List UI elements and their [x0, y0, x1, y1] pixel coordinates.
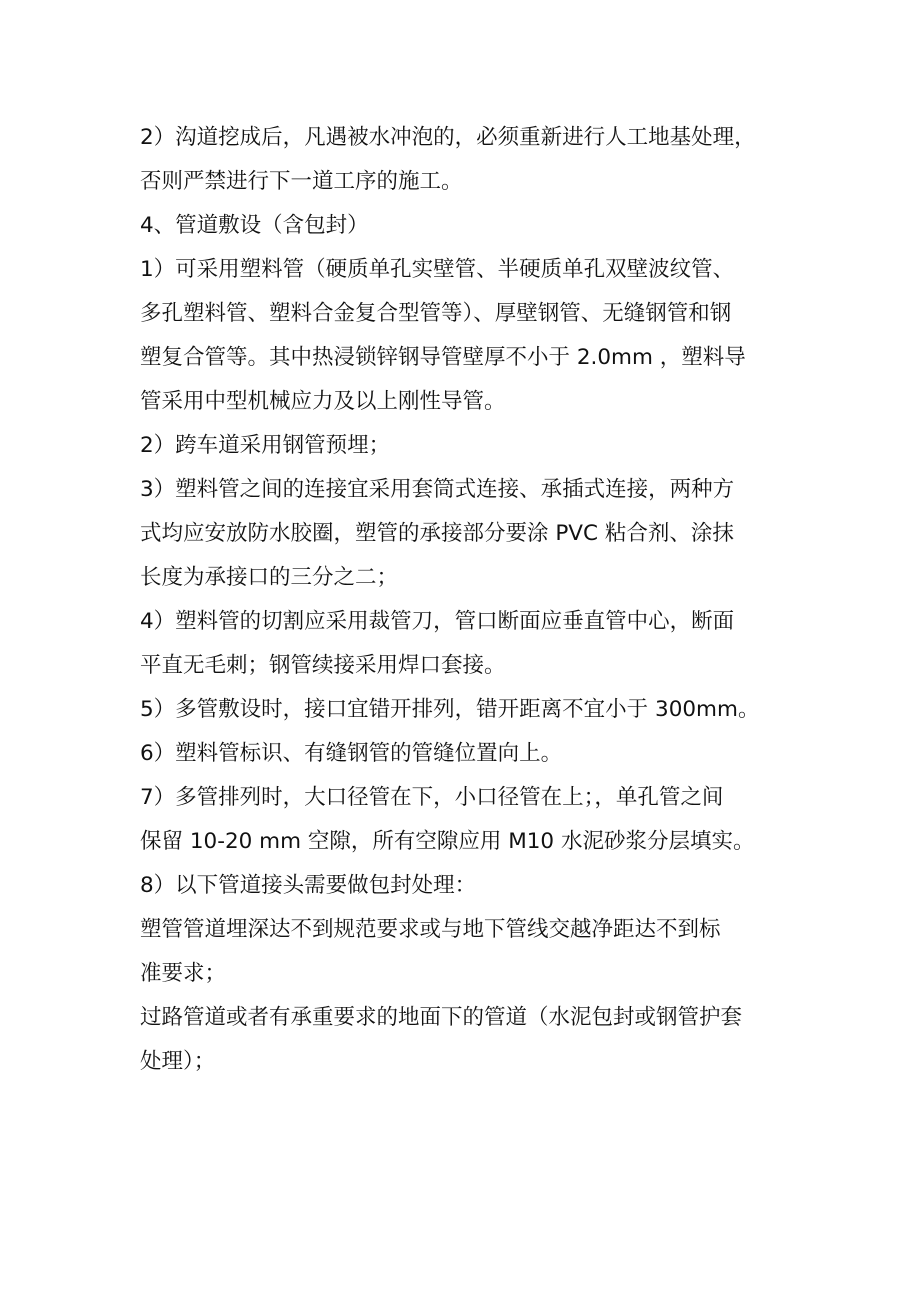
text-line: 4）塑料管的切割应采用裁管刀，管口断面应垂直管中心，断面 — [140, 609, 735, 634]
text-line: 2）跨车道采用钢管预埋； — [140, 433, 391, 458]
section-heading: 4、管道敷设（含包封） — [140, 213, 369, 238]
text-line: 塑管管道埋深达不到规范要求或与地下管线交越净距达不到标 — [140, 917, 721, 942]
text-line: 处理）； — [140, 1049, 216, 1074]
text-line: 过路管道或者有承重要求的地面下的管道（水泥包封或钢管护套 — [140, 1005, 743, 1030]
text-line: 5）多管敷设时，接口宜错开排列，错开距离不宜小于 300mm。 — [140, 697, 760, 722]
text-line: 2）沟道挖成后，凡遇被水冲泡的，必须重新进行人工地基处理， — [140, 125, 756, 150]
text-line: 8）以下管道接头需要做包封处理： — [140, 873, 477, 898]
text-line: 准要求； — [140, 961, 227, 986]
text-line: 1）可采用塑料管（硬质单孔实壁管、半硬质单孔双壁波纹管、 — [140, 257, 735, 282]
text-line: 管采用中型机械应力及以上刚性导管。 — [140, 389, 506, 414]
text-line: 式均应安放防水胶圈，塑管的承接部分要涂 PVC 粘合剂、涂抹 — [140, 521, 734, 546]
text-line: 塑复合管等。其中热浸锁锌钢导管壁厚不小于 2.0mm ，塑料导 — [140, 345, 746, 370]
text-line: 7）多管排列时，大口径管在下，小口径管在上；，单孔管之间 — [140, 785, 724, 810]
document-body — [140, 116, 800, 1084]
text-line: 3）塑料管之间的连接宜采用套筒式连接、承插式连接，两种方 — [140, 477, 735, 502]
text-line: 长度为承接口的三分之二； — [140, 565, 399, 590]
text-line: 多孔塑料管、塑料合金复合型管等）、厚壁钢管、无缝钢管和钢 — [140, 301, 732, 326]
text-line: 6）塑料管标识、有缝钢管的管缝位置向上。 — [140, 741, 563, 766]
text-line: 平直无毛刺；钢管续接采用焊口套接。 — [140, 653, 506, 678]
text-line: 否则严禁进行下一道工序的施工。 — [140, 169, 463, 194]
text-line: 保留 10-20 mm 空隙，所有空隙应用 M10 水泥砂浆分层填实。 — [140, 829, 755, 854]
